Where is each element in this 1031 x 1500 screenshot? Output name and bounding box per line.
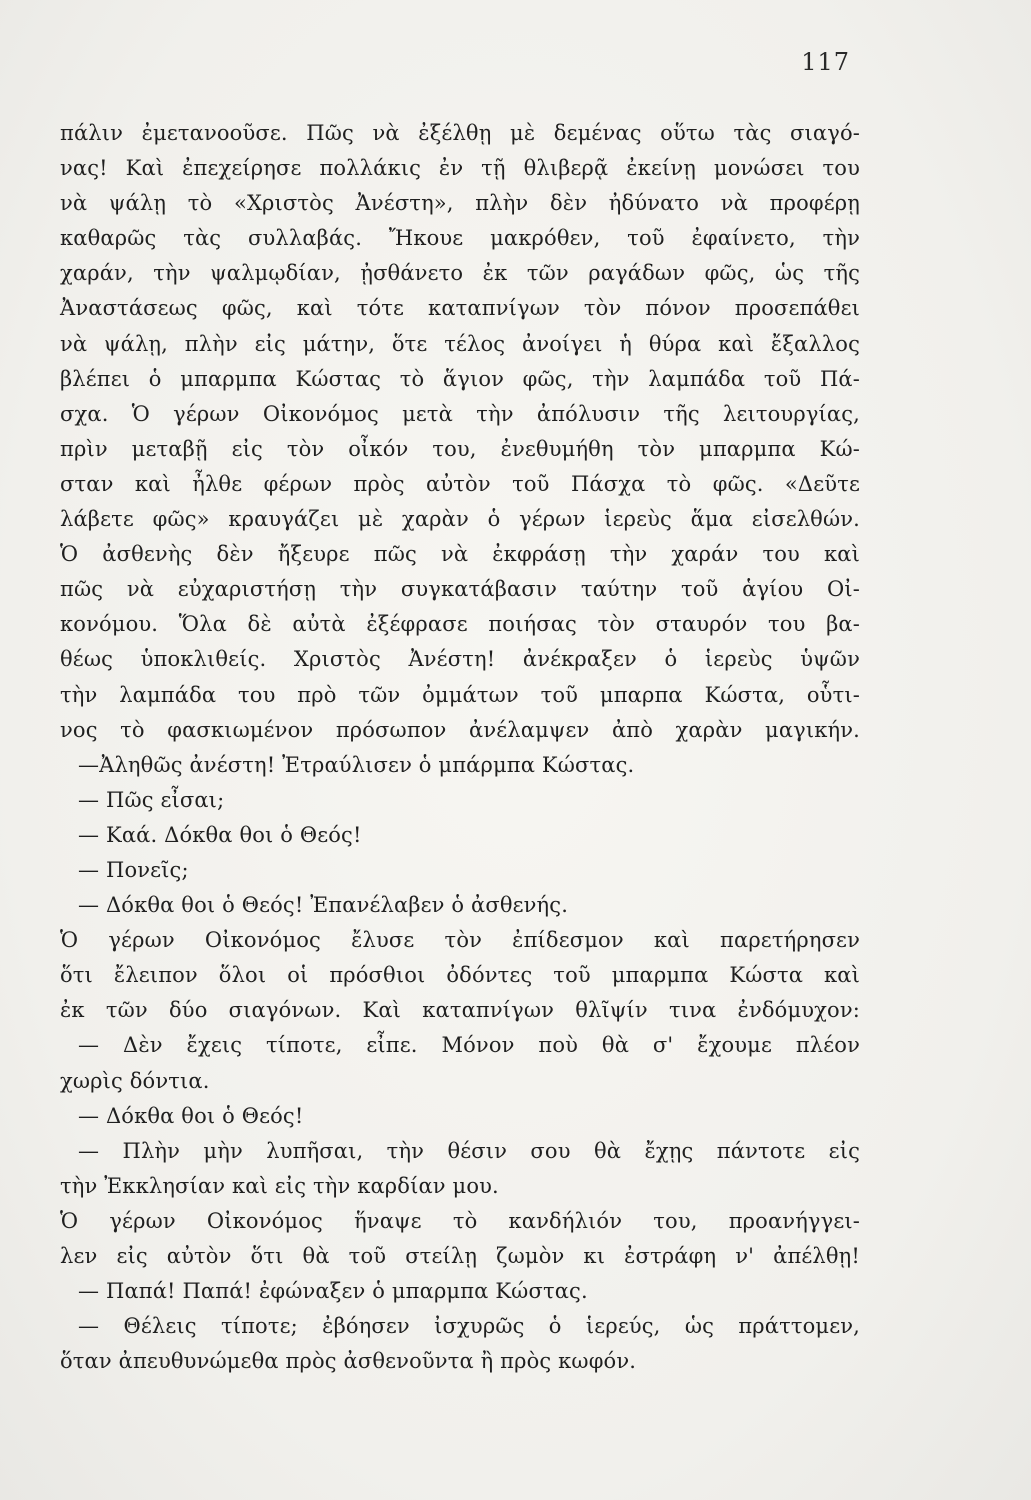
text-line: πῶς νὰ εὐχαριστήσῃ τὴν συγκατάβασιν ταύτην τοῦ ἁγίου Οἰ- bbox=[60, 577, 860, 602]
text-line: Ἀναστάσεως φῶς, καὶ τότε καταπνίγων τὸν πόνον προσεπάθει bbox=[60, 296, 860, 321]
text-line: πρὶν μεταβῇ εἰς τὸν οἶκόν του, ἐνεθυμήθη τὸν μπαρμπα Κώ- bbox=[60, 436, 860, 461]
page-number: 117 bbox=[801, 48, 850, 76]
text-line: νὰ ψάλῃ τὸ «Χριστὸς Ἀνέστη», πλὴν δὲν ἠδύνατο νὰ προφέρῃ bbox=[60, 191, 860, 216]
body-text bbox=[60, 116, 860, 1379]
text-line: σταν καὶ ἦλθε φέρων πρὸς αὐτὸν τοῦ Πάσχα τὸ φῶς. «Δεῦτε bbox=[60, 471, 860, 496]
text-line: χαράν, τὴν ψαλμῳδίαν, ᾐσθάνετο ἐκ τῶν ραγάδων φῶς, ὡς τῆς bbox=[60, 261, 860, 286]
text-line: θέως ὑποκλιθείς. Χριστὸς Ἀνέστη! ἀνέκραξεν ὁ ἱερεὺς ὑψῶν bbox=[60, 647, 860, 672]
text-line: Ὁ ἀσθενὴς δὲν ἤξευρε πῶς νὰ ἐκφράσῃ τὴν χαράν του καὶ bbox=[60, 542, 860, 567]
text-line: ὅταν ἀπευθυνώμεθα πρὸς ἀσθενοῦντα ἢ πρὸς κωφόν. bbox=[60, 1349, 637, 1374]
text-line: λάβετε φῶς» κραυγάζει μὲ χαρὰν ὁ γέρων ἱερεὺς ἅμα εἰσελθών. bbox=[60, 507, 860, 532]
text-line: νας! Καὶ ἐπεχείρησε πολλάκις ἐν τῇ θλιβερᾷ ἐκείνῃ μονώσει του bbox=[60, 156, 860, 181]
text-line: τὴν λαμπάδα του πρὸ τῶν ὀμμάτων τοῦ μπαρπα Κώστα, οὗτι- bbox=[60, 682, 860, 707]
text-line: βλέπει ὁ μπαρμπα Κώστας τὸ ἅγιον φῶς, τὴν λαμπάδα τοῦ Πά- bbox=[60, 366, 860, 391]
text-line: τὴν Ἐκκλησίαν καὶ εἰς τὴν καρδίαν μου. bbox=[60, 1173, 499, 1198]
text-line: — Θέλεις τίποτε; ἐβόησεν ἰσχυρῶς ὁ ἱερεύς, ὡς πράττομεν, bbox=[78, 1314, 860, 1339]
text-line: — Πῶς εἶσαι; bbox=[78, 787, 225, 812]
text-line: Ὁ γέρων Οἰκονόμος ἥναψε τὸ κανδήλιόν του, προανήγγει- bbox=[60, 1208, 860, 1233]
text-line: ὅτι ἔλειπον ὅλοι οἱ πρόσθιοι ὀδόντες τοῦ μπαρμπα Κώστα καὶ bbox=[60, 963, 860, 988]
text-line: καθαρῶς τὰς συλλαβάς. Ἤκουε μακρόθεν, τοῦ ἐφαίνετο, τὴν bbox=[60, 226, 860, 251]
text-line: χωρὶς δόντια. bbox=[60, 1068, 210, 1093]
text-line: σχα. Ὁ γέρων Οἰκονόμος μετὰ τὴν ἀπόλυσιν τῆς λειτουργίας, bbox=[60, 401, 860, 426]
text-line: νὰ ψάλῃ, πλὴν εἰς μάτην, ὅτε τέλος ἀνοίγει ἡ θύρα καὶ ἔξαλλος bbox=[60, 331, 860, 356]
text-line: νος τὸ φασκιωμένον πρόσωπον ἀνέλαμψεν ἀπὸ χαρὰν μαγικήν. bbox=[60, 717, 860, 742]
text-line: — Δόκθα θοι ὁ Θεός! bbox=[78, 1103, 304, 1128]
text-line: —Ἀληθῶς ἀνέστη! Ἐτραύλισεν ὁ μπάρμπα Κώστας. bbox=[78, 752, 635, 777]
text-line: — Πλὴν μὴν λυπῆσαι, τὴν θέσιν σου θὰ ἔχῃς πάντοτε εἰς bbox=[78, 1138, 860, 1163]
text-line: Ὁ γέρων Οἰκονόμος ἔλυσε τὸν ἐπίδεσμον καὶ παρετήρησεν bbox=[60, 928, 860, 953]
text-line: — Καά. Δόκθα θοι ὁ Θεός! bbox=[78, 822, 362, 847]
text-line: κονόμου. Ὅλα δὲ αὐτὰ ἐξέφρασε ποιήσας τὸν σταυρόν του βα- bbox=[60, 612, 860, 637]
text-line: — Δὲν ἔχεις τίποτε, εἶπε. Μόνον ποὺ θὰ σ' ἔχουμε πλέον bbox=[78, 1033, 860, 1058]
text-line: πάλιν ἐμετανοοῦσε. Πῶς νὰ ἐξέλθῃ μὲ δεμένας οὕτω τὰς σιαγό- bbox=[60, 121, 860, 145]
text-line: ἐκ τῶν δύο σιαγόνων. Καὶ καταπνίγων θλῖψίν τινα ἐνδόμυχον: bbox=[60, 998, 860, 1023]
text-line: — Δόκθα θοι ὁ Θεός! Ἐπανέλαβεν ὁ ἀσθενής. bbox=[78, 893, 569, 918]
text-line: — Πονεῖς; bbox=[78, 857, 189, 882]
text-line: λεν εἰς αὐτὸν ὅτι θὰ τοῦ στείλῃ ζωμὸν κι ἐστράφη ν' ἀπέλθῃ! bbox=[60, 1244, 860, 1268]
text-line: — Παπά! Παπά! ἐφώναξεν ὁ μπαρμπα Κώστας. bbox=[78, 1279, 588, 1304]
